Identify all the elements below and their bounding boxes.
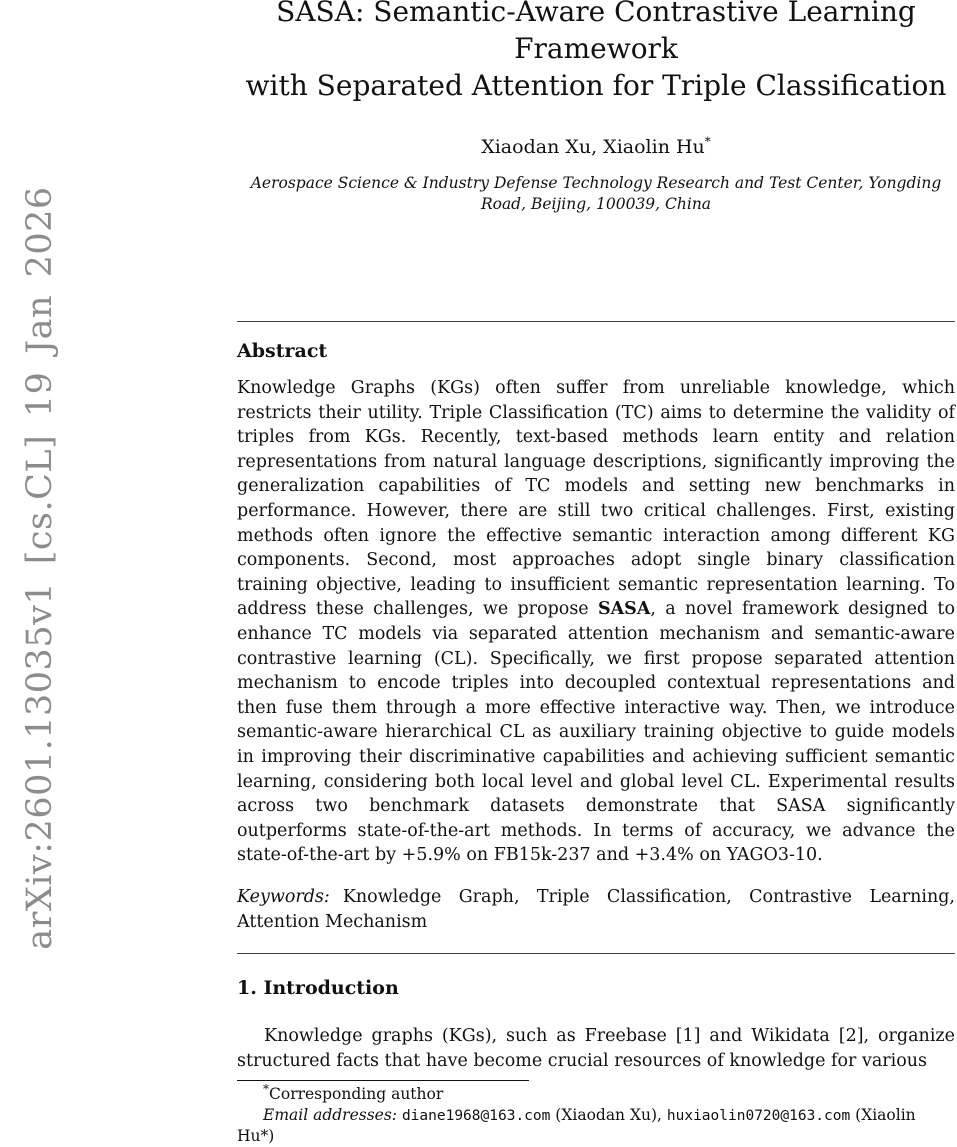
abstract-text: [237, 376, 955, 868]
keywords-label: Keywords:: [237, 887, 330, 907]
email-owner-1: (Xiaodan Xu),: [550, 1105, 667, 1124]
arxiv-watermark: arXiv:2601.13035v1 [cs.CL] 19 Jan 2026: [20, 186, 60, 950]
abstract-text-before-bold: Knowledge Graphs (KGs) often suffer from unreliable knowledge, which restricts their utility. Triple Classification (TC) aims to determine the validity of triples from KGs. Recently, text-based methods learn entity and relation representations from natural language descriptions, significantly improving the generalization capabilities of TC models and setting new benchmarks in performance. However, there are still two critical challenges. First, existing methods often ignore the effective semantic interaction among different KG components. Second, most approaches adopt single binary classification training objective, leading to insufficient semantic representation learning. To address these challenges, we propose: [237, 378, 955, 620]
email-address-1: diane1968@163.com: [401, 1107, 551, 1124]
email-label: Email addresses:: [263, 1105, 402, 1124]
abstract-text-after-bold: , a novel framework designed to enhance TC models via separated attention mechanism and semantic-aware contrastive learning (CL). Specifically, we first propose separated attention mechanism to encode triples into decoupled contextual representations and then fuse them through a more effective interactive way. Then, we introduce semantic-aware hierarchical CL as auxiliary training objective to guide models in improving their discriminative capabilities and achieving sufficient semantic learning, considering both local level and global level CL. Experimental results across two benchmark datasets demonstrate that SASA significantly outperforms state-of-the-art methods. In terms of accuracy, we advance the state-of-the-art by +5.9% on FB15k-237 and +3.4% on YAGO3-10.: [237, 599, 955, 866]
abstract-bottom-rule: [237, 953, 955, 954]
section-heading-introduction: 1. Introduction: [237, 977, 399, 1000]
footnote-corresponding-text: Corresponding author: [269, 1085, 444, 1103]
email-owner-2-continued: Hu*): [237, 1127, 275, 1145]
abstract-heading: Abstract: [237, 340, 328, 362]
paper-title: [237, 0, 955, 104]
author-names: Xiaodan Xu, Xiaolin Hu: [481, 136, 705, 158]
footnote-rule: [237, 1080, 529, 1081]
introduction-paragraph: Knowledge graphs (KGs), such as Freebase [1] and Wikidata [2], organize structured facts that have become crucial resources of knowledge for various: [237, 1026, 955, 1071]
title-line-1: SASA: Semantic-Aware Contrastive Learning Framework: [276, 0, 916, 65]
affiliation: [237, 173, 955, 214]
authors-line: [237, 135, 955, 159]
email-owner-2: (Xiaolin: [850, 1105, 916, 1124]
corresponding-author-marker: *: [704, 134, 711, 149]
footnote: [237, 1080, 955, 1147]
title-line-2: with Separated Attention for Triple Classification: [245, 69, 947, 102]
footnote-asterisk: *: [263, 1081, 269, 1096]
email-address-2: huxiaolin0720@163.com: [666, 1107, 851, 1124]
affiliation-line-1: Aerospace Science & Industry Defense Technology Research and Test Center, Yongding: [250, 174, 942, 192]
keywords-line: [237, 885, 955, 934]
keywords-text: Knowledge Graph, Triple Classification, Contrastive Learning, Attention Mechanism: [237, 887, 955, 932]
footnote-corresponding-author: [237, 1081, 955, 1105]
footnote-email-line: [237, 1105, 955, 1147]
paper-content: [237, 0, 955, 1073]
abstract-top-rule: [237, 321, 955, 322]
affiliation-line-2: Road, Beijing, 100039, China: [480, 194, 712, 213]
framework-name-bold: SASA: [597, 599, 651, 620]
